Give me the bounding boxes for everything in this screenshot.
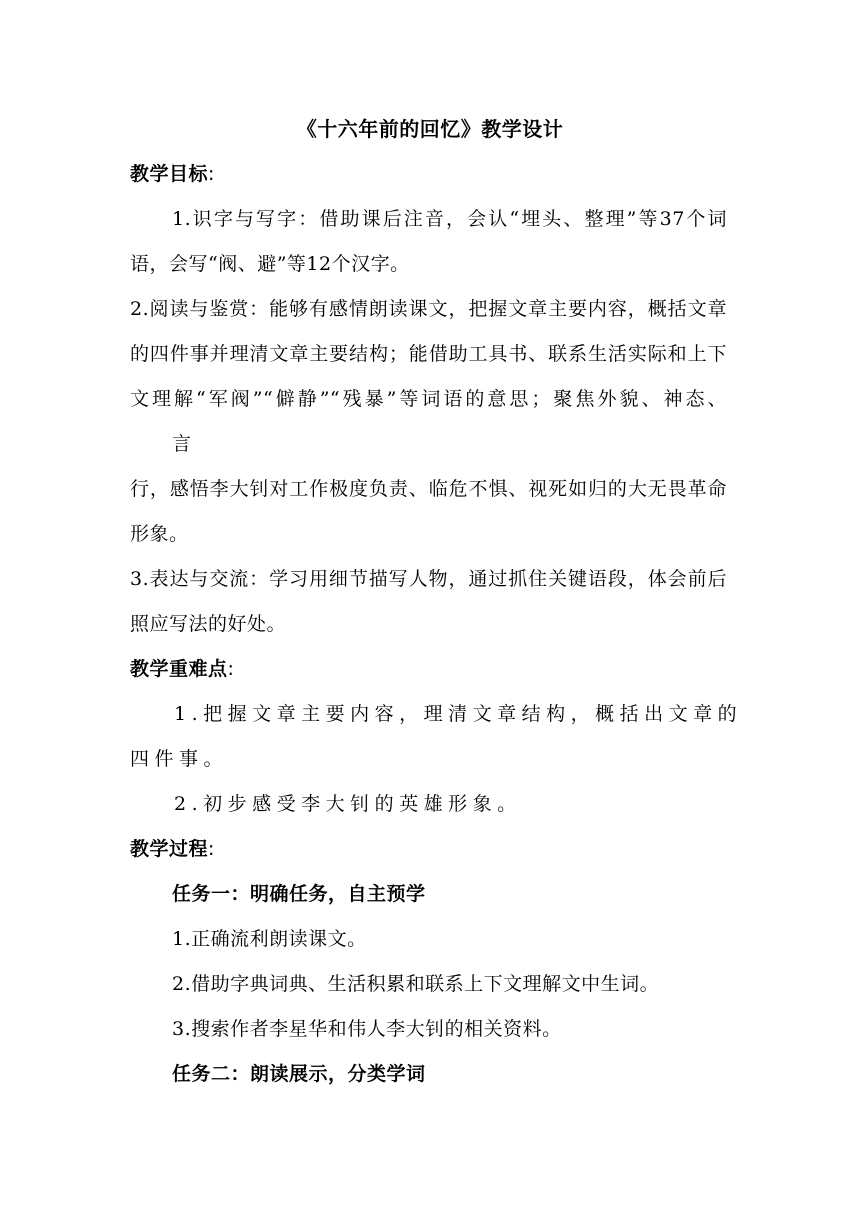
task-1-title: 任务一：明确任务，自主预学: [172, 883, 426, 905]
goal-2-line-2: 的四件事并理清文章主要结构；能借助工具书、联系生活实际和上下: [130, 343, 727, 365]
keypoints-heading-colon: :: [227, 658, 235, 680]
goals-heading-colon: :: [208, 163, 215, 185]
keypoint-1-line-1: 1.把握文章主要内容，理清文章结构，概括出文章的: [174, 703, 743, 725]
task-1-step-2: 2.借助字典词典、生活积累和联系上下文理解文中生词。: [172, 973, 660, 995]
goal-2-line-6: 形象。: [130, 523, 189, 545]
task-1-step-1: 1.正确流利朗读课文。: [172, 928, 367, 950]
goal-3-line-1: 3.表达与交流：学习用细节描写人物，通过抓住关键语段，体会前后: [130, 568, 727, 590]
keypoints-heading: [130, 657, 234, 681]
process-heading-colon: :: [208, 838, 215, 860]
goal-2-line-1: 2.阅读与鉴赏：能够有感情朗读课文，把握文章主要内容，概括文章: [130, 298, 727, 320]
goal-2-line-4: 言: [172, 433, 192, 455]
task-1-step-3: 3.搜索作者李星华和伟人李大钊的相关资料。: [172, 1018, 562, 1040]
goal-1-line-1: 1.识字与写字：借助课后注音，会认“埋头、整理”等37个词: [172, 208, 727, 230]
document-title: 《十六年前的回忆》教学设计: [296, 117, 564, 141]
goals-heading-text: 教学目标: [130, 163, 209, 185]
goal-2-line-3: 文理解“军阀”“僻静”“残暴”等词语的意思；聚焦外貌、神态、: [130, 388, 727, 410]
goals-heading: [130, 162, 215, 186]
task-2-title: 任务二：朗读展示，分类学词: [172, 1063, 426, 1085]
goal-3-line-2: 照应写法的好处。: [130, 613, 287, 635]
keypoints-heading-text: 教学重难点: [130, 658, 228, 680]
keypoint-2: 2.初步感受李大钊的英雄形象。: [174, 793, 522, 815]
process-heading-text: 教学过程: [130, 838, 209, 860]
keypoint-1-line-2: 四件事。: [130, 748, 229, 770]
goal-1-line-2: 语，会写“阀、避”等12个汉字。: [130, 253, 410, 275]
goal-2-line-5: 行，感悟李大钊对工作极度负责、临危不惧、视死如归的大无畏革命: [130, 478, 727, 500]
process-heading: [130, 837, 215, 861]
